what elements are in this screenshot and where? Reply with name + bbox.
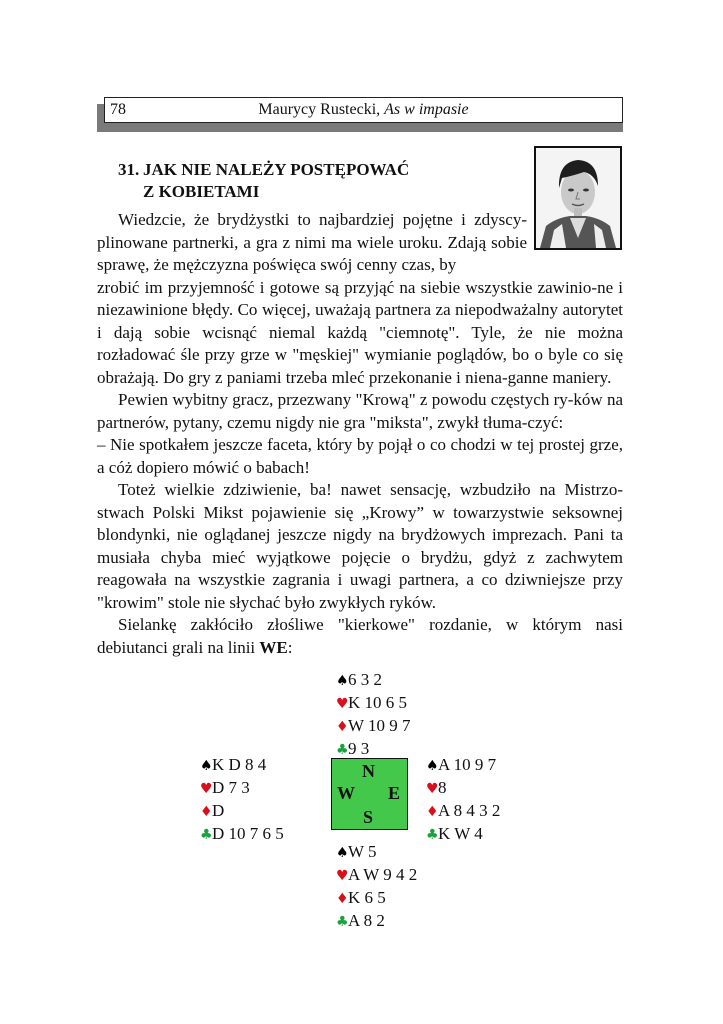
paragraph: zrobić im przyjemność i gotowe są przyjąć na siebie wszystkie zawinio-ne i niezawinione błędy. Co więcej, uważają partnera za niepodważalny autorytet i dają sobie wcisnąć niemal każdą "ciemnotę". Tyle, że nie można rozładować śle przy grze w "męskiej" wymianie poglądów, bo o byle co się obrażają. Do gry z paniami trzeba mleć przekonanie i niena-ganne maniery. (97, 277, 623, 387)
east-spades (426, 754, 500, 777)
east-clubs-cards: K W 4 (438, 824, 483, 843)
colon: : (287, 637, 293, 657)
south-clubs-cards: A 8 2 (348, 911, 385, 930)
page-number: 78 (110, 101, 126, 118)
compass-west: W (337, 783, 355, 803)
north-clubs-cards: 9 3 (348, 739, 370, 758)
compass-table (331, 758, 408, 830)
hand-south (336, 841, 417, 933)
paragraph-last (97, 614, 623, 659)
north-spades (336, 669, 411, 692)
diamond-icon: ♦ (426, 804, 439, 820)
diamond-icon: ♦ (336, 891, 349, 907)
hand-east (426, 754, 500, 846)
south-hearts-cards: A W 9 4 2 (348, 865, 418, 884)
running-title (104, 101, 623, 119)
north-hearts (336, 692, 411, 715)
west-hearts (200, 777, 284, 800)
heart-icon: ♥ (200, 781, 213, 797)
south-diamonds (336, 887, 417, 910)
west-diamonds-cards: D (212, 801, 225, 820)
chapter-heading (118, 159, 409, 203)
paragraph: Toteż wielkie zdziwienie, ba! nawet sensację, wzbudziło na Mistrzo-stwach Polski Mikst pojawienie się „Krowy” w towarzystwie seksownej blondynki, nie oglądanej jeszcze nigdy na brydżowych imprezach. Pani ta musiała chyba mieć wyjątkowe pojęcie o brydżu, gdyż z zachwytem reagowała na wszystkie zagrania i uwagi partnera, a co dziwniejsze przy "krowim" stole nie słychać było zwykłych ryków. (97, 480, 623, 612)
heart-icon: ♥ (336, 696, 349, 712)
east-hearts (426, 777, 500, 800)
west-clubs-cards: D 10 7 6 5 (212, 824, 284, 843)
north-diamonds (336, 715, 411, 738)
spade-icon: ♠ (336, 673, 349, 689)
paragraph-text: Sielankę zakłóciło złośliwe "kierkowe" rozdanie, w którym nasi debiutanci grali na linii (97, 615, 623, 657)
south-diamonds-cards: K 6 5 (348, 888, 386, 907)
chapter-number: 31. (118, 160, 140, 179)
book-title: As w impasie (384, 101, 469, 118)
south-hearts (336, 864, 417, 887)
compass-south: S (363, 807, 374, 827)
club-icon: ♣ (200, 827, 213, 843)
west-diamonds (200, 800, 284, 823)
paragraph: Wiedzcie, że brydżystki to najbardziej pojętne i zdyscy-plinowane partnerki, a gra z nimi ma wiele uroku. Zdają sobie sprawę, że mężczyzna poświęca swój cenny czas, by (97, 210, 527, 274)
body-text (97, 209, 623, 659)
west-hearts-cards: D 7 3 (212, 778, 250, 797)
heart-icon: ♥ (336, 868, 349, 884)
north-diamonds-cards: W 10 9 7 (348, 716, 411, 735)
spade-icon: ♠ (336, 845, 349, 861)
west-clubs (200, 823, 284, 846)
east-spades-cards: A 10 9 7 (438, 755, 497, 774)
compass-east: E (388, 783, 401, 803)
author-name: Maurycy Rustecki, (258, 101, 385, 118)
club-icon: ♣ (426, 827, 439, 843)
south-spades-cards: W 5 (348, 842, 377, 861)
east-diamonds-cards: A 8 4 3 2 (438, 801, 501, 820)
hand-west (200, 754, 284, 846)
south-clubs (336, 910, 417, 933)
east-diamonds (426, 800, 500, 823)
diamond-icon: ♦ (336, 719, 349, 735)
north-spades-cards: 6 3 2 (348, 670, 382, 689)
heart-icon: ♥ (426, 781, 439, 797)
diamond-icon: ♦ (200, 804, 213, 820)
east-hearts-cards: 8 (438, 778, 447, 797)
line-we: WE (259, 637, 288, 657)
spade-icon: ♠ (200, 758, 213, 774)
chapter-title-line2: Z KOBIETAMI (143, 182, 260, 201)
east-clubs (426, 823, 500, 846)
west-spades-cards: K D 8 4 (212, 755, 267, 774)
header-shadow-bottom (97, 123, 623, 132)
paragraph: Pewien wybitny gracz, przezwany "Krową" z powodu częstych ry-ków na partnerów, pytany, czemu nigdy nie gra "miksta", zwykł tłuma-czyć: (97, 390, 623, 432)
club-icon: ♣ (336, 914, 349, 930)
spade-icon: ♠ (426, 758, 439, 774)
west-spades (200, 754, 284, 777)
hand-north (336, 669, 411, 761)
compass-north: N (362, 761, 375, 781)
north-hearts-cards: K 10 6 5 (348, 693, 408, 712)
south-spades (336, 841, 417, 864)
chapter-title-line1: JAK NIE NALEŻY POSTĘPOWAĆ (143, 160, 410, 179)
club-icon: ♣ (336, 742, 349, 758)
paragraph: – Nie spotkałem jeszcze faceta, który by pojął o co chodzi w tej prostej grze, a cóż dopiero mówić o babach! (97, 435, 623, 477)
